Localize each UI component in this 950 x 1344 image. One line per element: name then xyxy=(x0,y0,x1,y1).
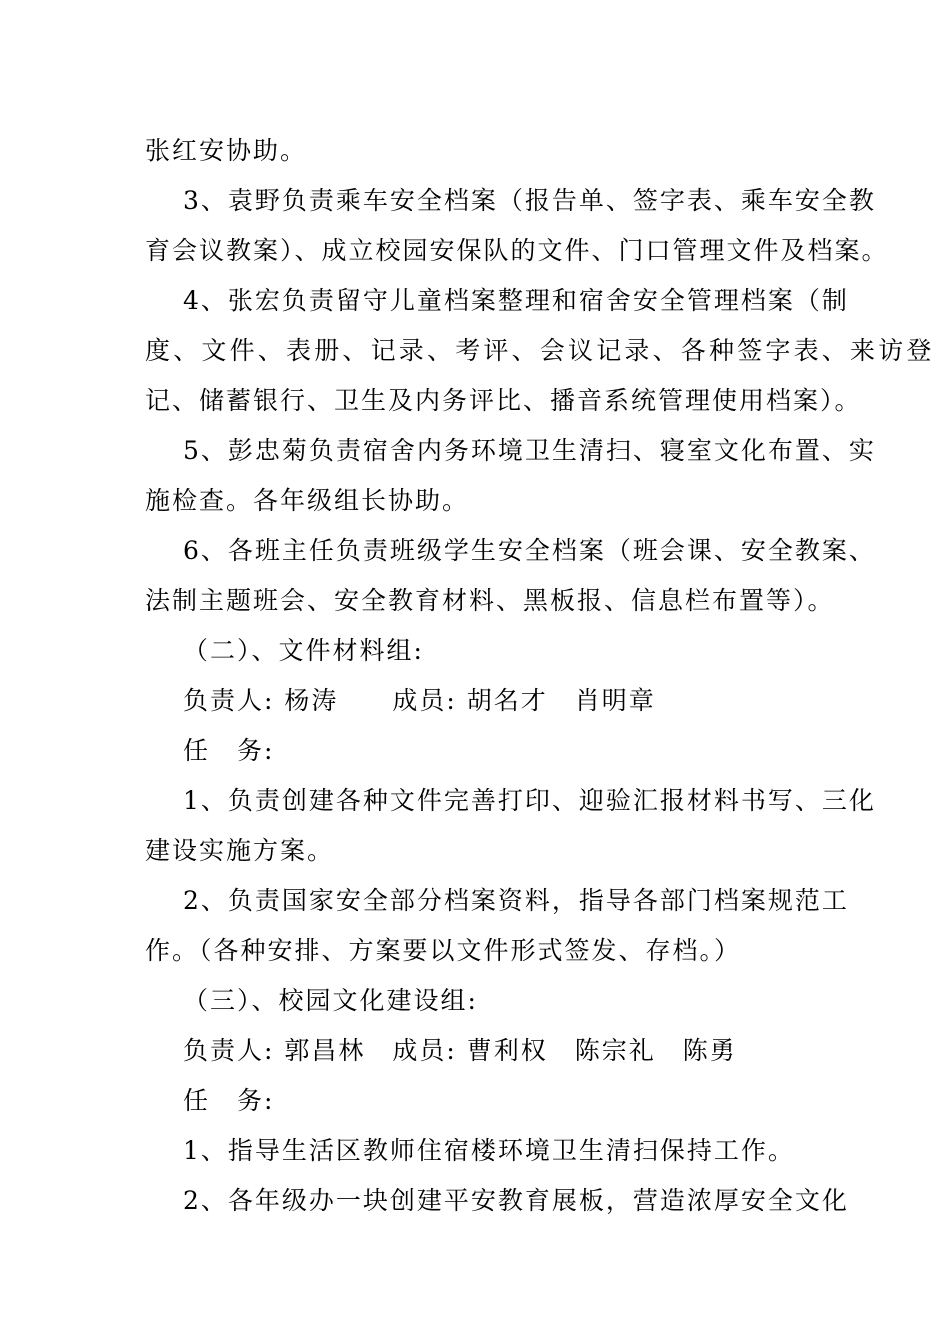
text-line: 度、文件、表册、记录、考评、会议记录、各种签字表、来访登 xyxy=(145,336,935,365)
text-line: 建设实施方案。 xyxy=(145,836,335,865)
text-line: 6、各班主任负责班级学生安全档案（班会课、安全教案、 xyxy=(183,536,876,565)
text-line: 3、袁野负责乘车安全档案（报告单、签字表、乘车安全教 xyxy=(183,186,876,215)
text-line: 1、指导生活区教师住宿楼环境卫生清扫保持工作。 xyxy=(183,1136,795,1165)
text-line: 1、负责创建各种文件完善打印、迎验汇报材料书写、三化 xyxy=(183,786,876,815)
text-line: 5、彭忠菊负责宿舍内务环境卫生清扫、寝室文化布置、实 xyxy=(183,436,876,465)
text-line: 记、储蓄银行、卫生及内务评比、播音系统管理使用档案）。 xyxy=(145,386,862,415)
text-line: 4、张宏负责留守儿童档案整理和宿舍安全管理档案（制 xyxy=(183,286,849,315)
text-line: 育会议教案）、成立校园安保队的文件、门口管理文件及档案。 xyxy=(145,236,889,265)
text-line: 作。（各种安排、方案要以文件形式签发、存档。） xyxy=(145,936,742,965)
text-line: 任 务: xyxy=(183,736,275,765)
text-line: 任 务: xyxy=(183,1086,275,1115)
text-line: 张红安协助。 xyxy=(145,136,308,165)
section-heading: （三）、校园文化建设组: xyxy=(183,986,478,1015)
text-line: 负责人: 杨涛 成员: 胡名才 肖明章 xyxy=(183,686,656,715)
text-line: 负责人: 郭昌林 成员: 曹利权 陈宗礼 陈勇 xyxy=(183,1036,737,1065)
section-heading: （二）、文件材料组: xyxy=(183,636,424,665)
text-line: 法制主题班会、安全教育材料、黑板报、信息栏布置等）。 xyxy=(145,586,835,615)
text-line: 2、负责国家安全部分档案资料，指导各部门档案规范工 xyxy=(183,886,849,915)
text-line: 2、各年级办一块创建平安教育展板，营造浓厚安全文化 xyxy=(183,1186,849,1215)
text-line: 施检查。各年级组长协助。 xyxy=(145,486,470,515)
